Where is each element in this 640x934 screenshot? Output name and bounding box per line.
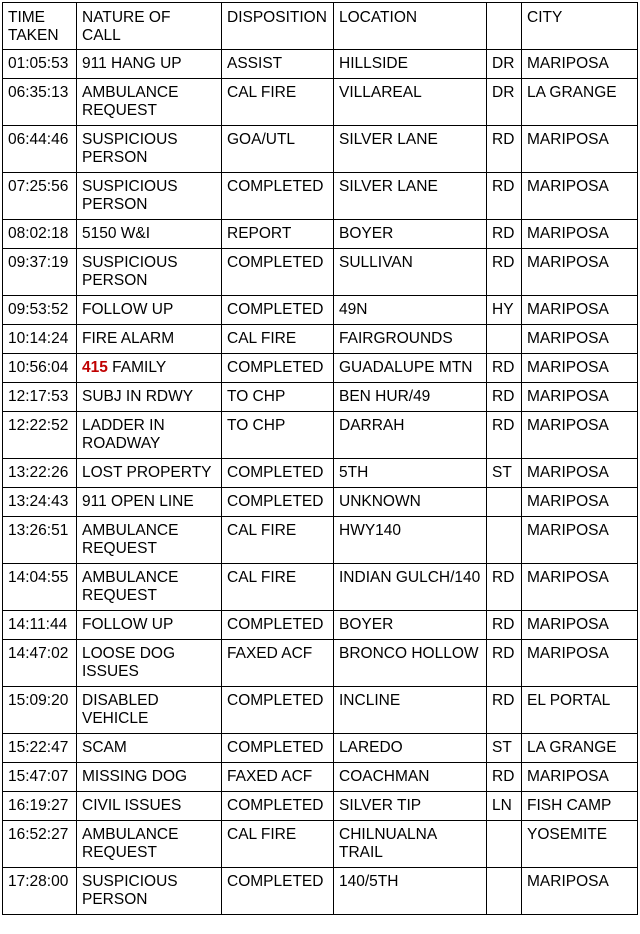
- nature-cell: LADDER IN ROADWAY: [77, 412, 222, 459]
- location-cell: HWY140: [334, 517, 487, 564]
- suffix-cell: RD: [487, 126, 522, 173]
- nature-cell: 911 OPEN LINE: [77, 488, 222, 517]
- location-cell: COACHMAN: [334, 763, 487, 792]
- location-cell: BRONCO HOLLOW: [334, 640, 487, 687]
- disposition-cell: FAXED ACF: [222, 763, 334, 792]
- suffix-cell: RD: [487, 763, 522, 792]
- location-cell: SULLIVAN: [334, 249, 487, 296]
- suffix-cell: HY: [487, 296, 522, 325]
- suffix-cell: RD: [487, 687, 522, 734]
- city-cell: MARIPOSA: [522, 296, 638, 325]
- call-code: 415: [82, 359, 108, 376]
- location-cell: SILVER LANE: [334, 126, 487, 173]
- time-cell: 12:22:52: [3, 412, 77, 459]
- suffix-cell: LN: [487, 792, 522, 821]
- time-cell: 14:11:44: [3, 611, 77, 640]
- time-cell: 16:52:27: [3, 821, 77, 868]
- time-cell: 10:14:24: [3, 325, 77, 354]
- time-cell: 07:25:56: [3, 173, 77, 220]
- table-row: [3, 412, 638, 459]
- nature-cell: FOLLOW UP: [77, 611, 222, 640]
- suffix-cell: DR: [487, 50, 522, 79]
- table-row: [3, 821, 638, 868]
- suffix-cell: [487, 821, 522, 868]
- table-row: [3, 354, 638, 383]
- time-cell: 09:53:52: [3, 296, 77, 325]
- table-row: [3, 383, 638, 412]
- nature-cell: DISABLED VEHICLE: [77, 687, 222, 734]
- table-row: [3, 220, 638, 249]
- suffix-cell: [487, 488, 522, 517]
- call-log-body: [3, 50, 638, 915]
- table-row: [3, 173, 638, 220]
- suffix-cell: [487, 517, 522, 564]
- nature-cell: 5150 W&I: [77, 220, 222, 249]
- city-cell: EL PORTAL: [522, 687, 638, 734]
- location-cell: VILLAREAL: [334, 79, 487, 126]
- time-cell: 16:19:27: [3, 792, 77, 821]
- disposition-cell: COMPLETED: [222, 734, 334, 763]
- disposition-cell: CAL FIRE: [222, 79, 334, 126]
- table-row: [3, 296, 638, 325]
- disposition-cell: FAXED ACF: [222, 640, 334, 687]
- disposition-cell: CAL FIRE: [222, 564, 334, 611]
- city-cell: MARIPOSA: [522, 640, 638, 687]
- table-row: [3, 126, 638, 173]
- city-cell: MARIPOSA: [522, 249, 638, 296]
- location-cell: LAREDO: [334, 734, 487, 763]
- nature-cell: SUSPICIOUS PERSON: [77, 249, 222, 296]
- disposition-cell: GOA/UTL: [222, 126, 334, 173]
- disposition-cell: COMPLETED: [222, 792, 334, 821]
- nature-cell: [77, 354, 222, 383]
- suffix-cell: RD: [487, 564, 522, 611]
- disposition-cell: REPORT: [222, 220, 334, 249]
- suffix-cell: ST: [487, 459, 522, 488]
- nature-text: FAMILY: [107, 359, 167, 376]
- disposition-cell: COMPLETED: [222, 868, 334, 915]
- table-row: [3, 50, 638, 79]
- city-cell: LA GRANGE: [522, 734, 638, 763]
- header-nature-of-call: NATURE OF CALL: [77, 3, 222, 50]
- city-cell: MARIPOSA: [522, 126, 638, 173]
- location-cell: CHILNUALNA TRAIL: [334, 821, 487, 868]
- city-cell: MARIPOSA: [522, 220, 638, 249]
- disposition-cell: TO CHP: [222, 412, 334, 459]
- disposition-cell: COMPLETED: [222, 249, 334, 296]
- disposition-cell: COMPLETED: [222, 354, 334, 383]
- suffix-cell: ST: [487, 734, 522, 763]
- city-cell: MARIPOSA: [522, 325, 638, 354]
- nature-cell: FOLLOW UP: [77, 296, 222, 325]
- nature-cell: LOOSE DOG ISSUES: [77, 640, 222, 687]
- location-cell: BOYER: [334, 611, 487, 640]
- city-cell: MARIPOSA: [522, 383, 638, 412]
- location-cell: DARRAH: [334, 412, 487, 459]
- time-cell: 08:02:18: [3, 220, 77, 249]
- location-cell: BOYER: [334, 220, 487, 249]
- disposition-cell: COMPLETED: [222, 173, 334, 220]
- table-row: [3, 325, 638, 354]
- time-cell: 10:56:04: [3, 354, 77, 383]
- table-row: [3, 488, 638, 517]
- nature-cell: SUBJ IN RDWY: [77, 383, 222, 412]
- nature-cell: CIVIL ISSUES: [77, 792, 222, 821]
- location-cell: UNKNOWN: [334, 488, 487, 517]
- disposition-cell: CAL FIRE: [222, 325, 334, 354]
- suffix-cell: DR: [487, 79, 522, 126]
- nature-cell: SUSPICIOUS PERSON: [77, 173, 222, 220]
- nature-cell: LOST PROPERTY: [77, 459, 222, 488]
- nature-cell: FIRE ALARM: [77, 325, 222, 354]
- table-row: [3, 763, 638, 792]
- suffix-cell: RD: [487, 611, 522, 640]
- location-cell: 49N: [334, 296, 487, 325]
- city-cell: MARIPOSA: [522, 611, 638, 640]
- location-cell: 5TH: [334, 459, 487, 488]
- location-cell: INCLINE: [334, 687, 487, 734]
- disposition-cell: TO CHP: [222, 383, 334, 412]
- table-row: [3, 734, 638, 763]
- nature-cell: 911 HANG UP: [77, 50, 222, 79]
- time-cell: 06:35:13: [3, 79, 77, 126]
- time-cell: 13:24:43: [3, 488, 77, 517]
- header-disposition: DISPOSITION: [222, 3, 334, 50]
- location-cell: INDIAN GULCH/140: [334, 564, 487, 611]
- time-cell: 13:22:26: [3, 459, 77, 488]
- suffix-cell: RD: [487, 220, 522, 249]
- nature-cell: AMBULANCE REQUEST: [77, 821, 222, 868]
- suffix-cell: [487, 868, 522, 915]
- suffix-cell: RD: [487, 412, 522, 459]
- time-cell: 12:17:53: [3, 383, 77, 412]
- disposition-cell: COMPLETED: [222, 687, 334, 734]
- table-row: [3, 868, 638, 915]
- header-city: CITY: [522, 3, 638, 50]
- time-cell: 13:26:51: [3, 517, 77, 564]
- suffix-cell: [487, 325, 522, 354]
- nature-cell: AMBULANCE REQUEST: [77, 564, 222, 611]
- table-row: [3, 792, 638, 821]
- suffix-cell: RD: [487, 354, 522, 383]
- suffix-cell: RD: [487, 249, 522, 296]
- nature-cell: SUSPICIOUS PERSON: [77, 868, 222, 915]
- location-cell: 140/5TH: [334, 868, 487, 915]
- disposition-cell: CAL FIRE: [222, 517, 334, 564]
- location-cell: SILVER LANE: [334, 173, 487, 220]
- disposition-cell: COMPLETED: [222, 488, 334, 517]
- table-row: [3, 517, 638, 564]
- table-row: [3, 564, 638, 611]
- disposition-cell: ASSIST: [222, 50, 334, 79]
- suffix-cell: RD: [487, 383, 522, 412]
- location-cell: SILVER TIP: [334, 792, 487, 821]
- city-cell: MARIPOSA: [522, 868, 638, 915]
- city-cell: MARIPOSA: [522, 459, 638, 488]
- time-cell: 15:09:20: [3, 687, 77, 734]
- city-cell: MARIPOSA: [522, 488, 638, 517]
- city-cell: MARIPOSA: [522, 517, 638, 564]
- nature-cell: MISSING DOG: [77, 763, 222, 792]
- nature-cell: AMBULANCE REQUEST: [77, 79, 222, 126]
- time-cell: 14:47:02: [3, 640, 77, 687]
- location-cell: BEN HUR/49: [334, 383, 487, 412]
- city-cell: MARIPOSA: [522, 50, 638, 79]
- time-cell: 01:05:53: [3, 50, 77, 79]
- disposition-cell: COMPLETED: [222, 296, 334, 325]
- city-cell: MARIPOSA: [522, 354, 638, 383]
- header-suffix: [487, 3, 522, 50]
- time-cell: 15:22:47: [3, 734, 77, 763]
- time-cell: 14:04:55: [3, 564, 77, 611]
- city-cell: MARIPOSA: [522, 564, 638, 611]
- table-row: [3, 640, 638, 687]
- time-cell: 09:37:19: [3, 249, 77, 296]
- nature-cell: AMBULANCE REQUEST: [77, 517, 222, 564]
- nature-cell: SCAM: [77, 734, 222, 763]
- disposition-cell: CAL FIRE: [222, 821, 334, 868]
- suffix-cell: RD: [487, 173, 522, 220]
- city-cell: FISH CAMP: [522, 792, 638, 821]
- table-row: [3, 249, 638, 296]
- city-cell: YOSEMITE: [522, 821, 638, 868]
- table-row: [3, 611, 638, 640]
- disposition-cell: COMPLETED: [222, 459, 334, 488]
- time-cell: 15:47:07: [3, 763, 77, 792]
- time-cell: 06:44:46: [3, 126, 77, 173]
- city-cell: MARIPOSA: [522, 763, 638, 792]
- suffix-cell: RD: [487, 640, 522, 687]
- nature-cell: SUSPICIOUS PERSON: [77, 126, 222, 173]
- table-row: [3, 79, 638, 126]
- city-cell: MARIPOSA: [522, 173, 638, 220]
- location-cell: HILLSIDE: [334, 50, 487, 79]
- header-row: [3, 3, 638, 50]
- city-cell: LA GRANGE: [522, 79, 638, 126]
- table-row: [3, 687, 638, 734]
- header-location: LOCATION: [334, 3, 487, 50]
- location-cell: GUADALUPE MTN: [334, 354, 487, 383]
- table-row: [3, 459, 638, 488]
- city-cell: MARIPOSA: [522, 412, 638, 459]
- disposition-cell: COMPLETED: [222, 611, 334, 640]
- location-cell: FAIRGROUNDS: [334, 325, 487, 354]
- header-time-taken: TIME TAKEN: [3, 3, 77, 50]
- time-cell: 17:28:00: [3, 868, 77, 915]
- call-log-table: [2, 2, 638, 915]
